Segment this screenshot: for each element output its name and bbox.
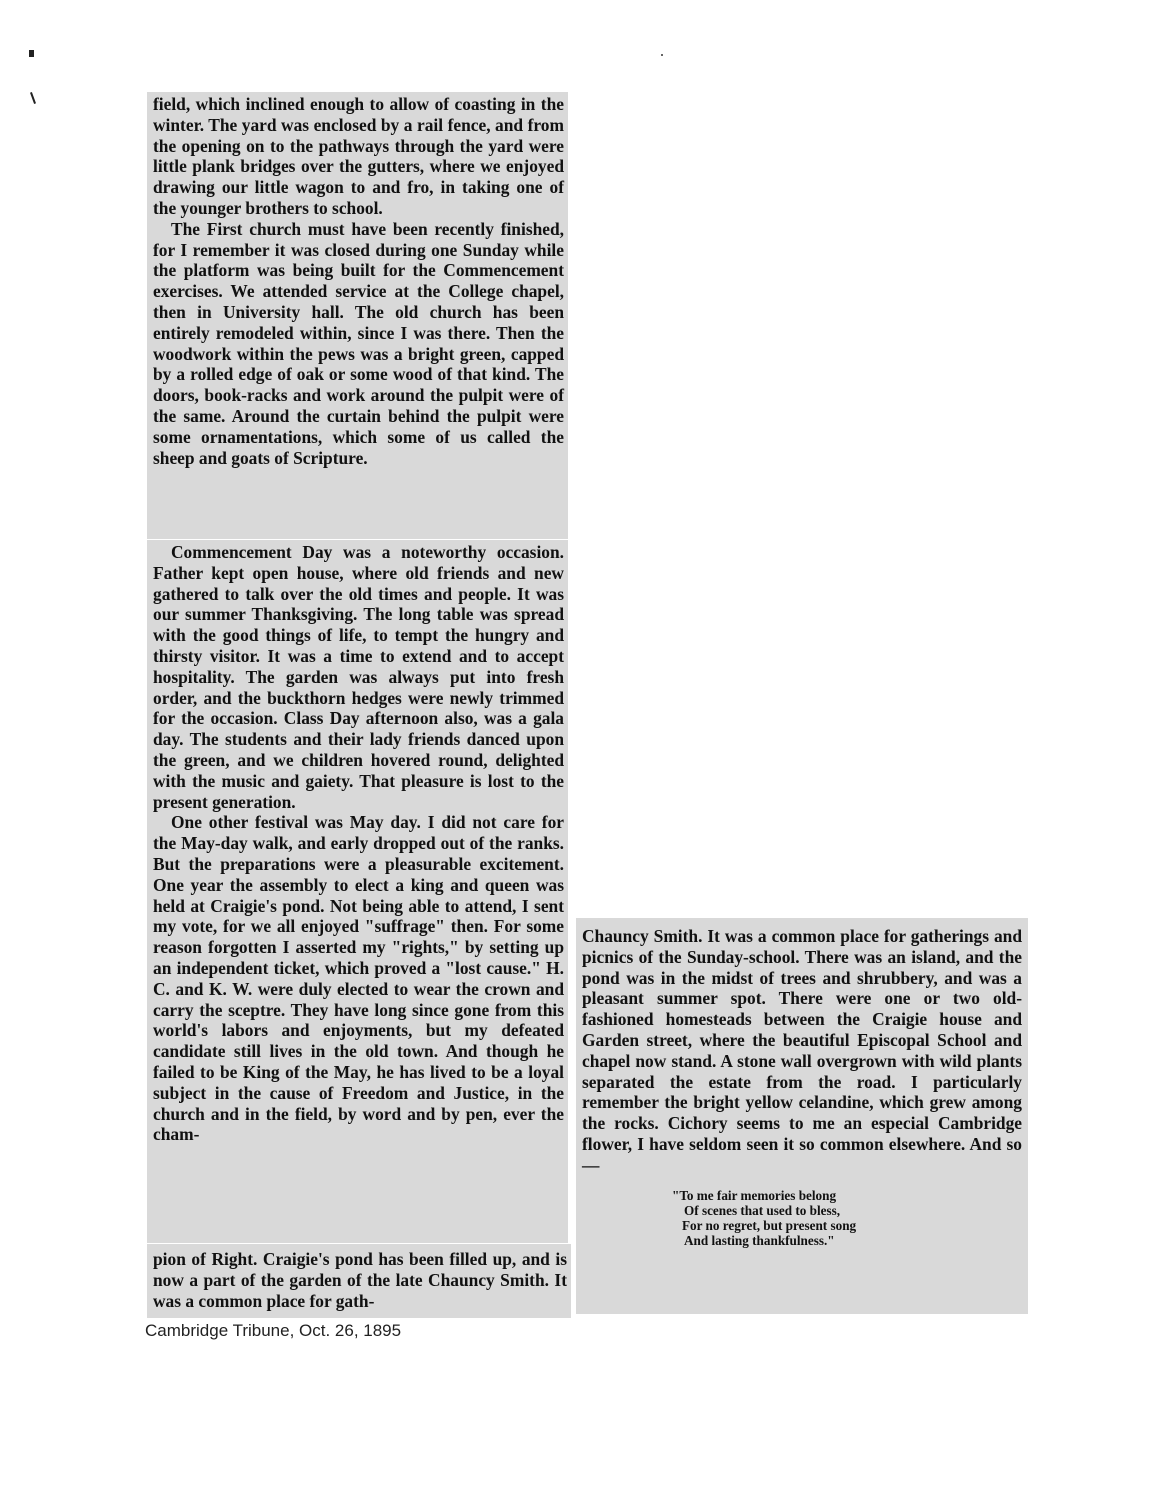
article-paragraph: The First church must have been recently finished, for I remember it was closed during one Sunday while the platform was being built for the Commencement exercises. We attended service at the College chapel, then in University hall. The old church has been entirely remodeled within, since I was there. Then the woodwork within the pews was a bright green, capped by a rolled edge of oak or some wood of that kind. The doors, book-racks and work around the pulpit were of the same. Around the curtain behind the pulpit were some ornamentations, which some of us called the sheep and goats of Scripture. [153,218,564,468]
scan-speck [29,50,34,57]
article-paragraph: Chauncy Smith. It was a common place for gatherings and picnics of the Sunday-school. There was an island, and the pond was in the midst of trees and shrubbery, and was a pleasant summer spot. There were one or two old-fashioned homesteads between the Craigie house and Garden street, where the beautiful Episcopal School and chapel now stand. A stone wall overgrown with wild plants separated the estate from the road. I particularly remember the bright yellow celandine, which grew among the rocks. Cichory seems to me an especial Cambridge flower, I have seldom seen it so common elsewhere. And so— [582,926,1022,1175]
newspaper-clipping-3 [147,1244,571,1318]
source-caption: Cambridge Tribune, Oct. 26, 1895 [145,1321,402,1340]
article-paragraph: field, which inclined enough to allow of coasting in the winter. The yard was enclosed by a rail fence, and from the opening on to the pathways through the yard were little plank bridges over the gutters, where we enjoyed drawing our little wagon to and fro, in taking one of the younger brothers to school. [153,94,564,218]
poem-line: And lasting thankfulness." [684,1232,835,1248]
poem-quote [582,1188,1022,1248]
scan-speck [30,92,36,104]
newspaper-clipping-1 [147,92,568,539]
article-paragraph: One other festival was May day. I did not care for the May-day walk, and early dropped out of the ranks. But the preparations were a pleasurable excitement. One year the assembly to elect a king and queen was held at Craigie's pond. Not being able to attend, I sent my vote, for we all enjoyed "suffrage" then. For some reason forgotten I asserted my "rights," by setting up an independent ticket, which proved a "lost cause." H. C. and K. W. were duly elected to wear the crown and carry the sceptre. They have long since gone from this world's labors and enjoyments, but my defeated candidate still lives in the old town. And though he failed to be King of the May, he has lived to be a loyal subject in the cause of Freedom and Justice, in the church and in the field, by word and by pen, ever the cham- [153,812,564,1145]
article-paragraph: pion of Right. Craigie's pond has been filled up, and is now a part of the garden of the late Chauncy Smith. It was a common place for gath- [153,1249,567,1311]
newspaper-clipping-4 [576,918,1028,1314]
newspaper-clipping-2 [147,540,568,1243]
scan-speck [661,54,663,56]
poem-line: "To me fair memories belong [672,1187,837,1203]
poem-line: For no regret, but present song [682,1217,857,1233]
article-paragraph: Commencement Day was a noteworthy occasion. Father kept open house, where old friends and new gathered to talk over the old times and people. It was our summer Thanksgiving. The long table was spread with the good things of life, to tempt the hungry and thirsty visitor. It was a time to extend and to accept hospitality. The garden was always put into fresh order, and the buckthorn hedges were newly trimmed for the occasion. Class Day afternoon also, was a gala day. The students and their lady friends danced upon the green, and we children hovered round, delighted with the music and gaiety. That pleasure is lost to the present generation. [153,542,564,812]
poem-line: Of scenes that used to bless, [684,1202,841,1218]
